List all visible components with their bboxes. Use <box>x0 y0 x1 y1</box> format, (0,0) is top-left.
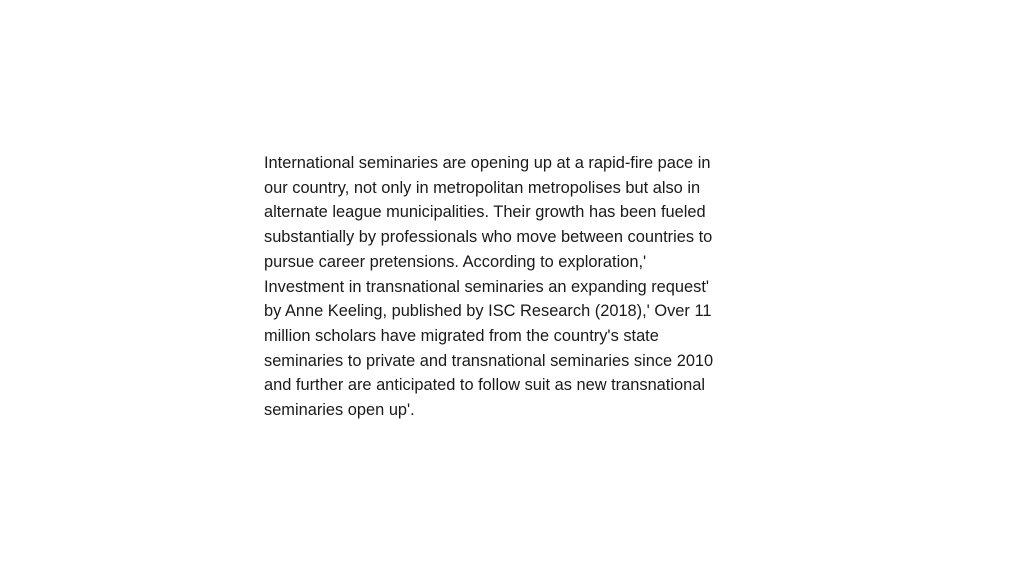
body-paragraph <box>264 151 764 423</box>
paragraph-line: seminaries open up'. <box>264 401 415 420</box>
paragraph-line: our country, not only in metropolitan metropolises but also in <box>264 178 701 197</box>
paragraph-line: million scholars have migrated from the country's state <box>264 326 659 345</box>
paragraph-line: pursue career pretensions. According to exploration,' <box>264 252 647 271</box>
paragraph-line: Investment in transnational seminaries an expanding request' <box>264 277 710 296</box>
paragraph-line: seminaries to private and transnational seminaries since 2010 <box>264 351 714 370</box>
paragraph-line: and further are anticipated to follow suit as new transnational <box>264 376 705 395</box>
paragraph-line: by Anne Keeling, published by ISC Research (2018),' Over 11 <box>264 302 712 321</box>
paragraph-line: International seminaries are opening up at a rapid-fire pace in <box>264 154 711 172</box>
paragraph-line: alternate league municipalities. Their growth has been fueled <box>264 203 706 222</box>
paragraph-line: substantially by professionals who move between countries to <box>264 228 713 247</box>
